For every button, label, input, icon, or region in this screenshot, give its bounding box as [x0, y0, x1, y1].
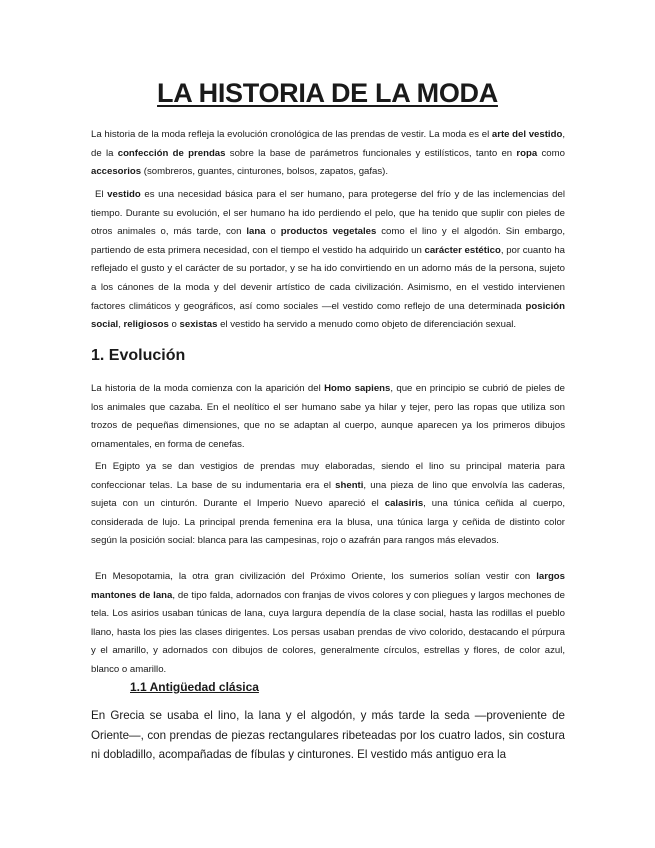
subsection-heading-antiguedad: 1.1 Antigüedad clásica [130, 680, 259, 694]
section-heading-evolucion: 1. Evolución [91, 347, 186, 364]
egipto-paragraph: En Egipto ya se dan vestigios de prendas muy elaboradas, siendo el lino su principal materia para confeccionar telas. La base de su indumentaria era el shenti, una pieza de lino que envolvía las caderas, sujeta con un cinturón. Durante el Imperio Nuevo apareció el calasiris, una túnica ceñida al cuerpo, considerada de lujo. La principal prenda femenina era la blusa, una túnica larga y ceñida de distinto color según la posición social: blanca para las campesinas, rojo o azafrán para rangos más elevados. [91, 461, 565, 547]
mesopotamia-paragraph: En Mesopotamia, la otra gran civilización del Próximo Oriente, los sumerios solían vestir con largos mantones de lana, de tipo falda, adornados con franjas de vivos colores y con pliegues y largos mechones de tela. Los asirios usaban túnicas de lana, cuya largura dependía de la clase social, hasta las rodillas el pueblo llano, hasta los pies las clases dirigentes. Los persas usaban prendas de vivo colorido, destacando el púrpura y el amarillo, y adornados con dibujos de colores, generalmente círculos, estrellas y flores, de color azul, blanco o amarillo. [91, 571, 565, 675]
page-title-text: LA HISTORIA DE LA MODA [157, 78, 498, 108]
homo-sapiens-paragraph: La historia de la moda comienza con la aparición del Homo sapiens, que en principio se cubrió de pieles de los animales que cazaba. En el neolítico el ser humano sabe ya hilar y tejer, pero las ropas que utiliza son trozos de pequeñas dimensiones, que no se adaptan al cuerpo, aunque aparecen ya los primeros dibujos ornamentales, en forma de cenefas. [91, 383, 565, 450]
page-title [0, 78, 655, 109]
grecia-paragraph: En Grecia se usaba el lino, la lana y el algodón, y más tarde la seda —proveniente de Oriente—, con prendas de piezas rectangulares ribeteadas por los cuatro lados, sin costura ni dobladillo, acompañadas de fíbulas y cinturones. El vestido más antiguo era la [91, 709, 565, 761]
intro-paragraph: La historia de la moda refleja la evolución cronológica de las prendas de vestir. La moda es el arte del vestido, de la confección de prendas sobre la base de parámetros funcionales y estilísticos, tanto en ropa como accesorios (sombreros, guantes, cinturones, bolsos, zapatos, gafas). [91, 129, 565, 178]
vestido-paragraph: El vestido es una necesidad básica para el ser humano, para protegerse del frío y de las inclemencias del tiempo. Durante su evolución, el ser humano ha ido perdiendo el pelo, que ha tenido que suplir con pieles de otros animales o, más tarde, con lana o productos vegetales como el lino y el algodón. Sin embargo, partiendo de esta primera necesidad, con el tiempo el vestido ha adquirido un carácter estético, por cuanto ha reflejado el gusto y el carácter de su portador, y se ha ido convirtiendo en un adorno más de la persona, sujeto a los cánones de la moda y del devenir artístico de cada civilización. Asimismo, en el vestido intervienen factores climáticos y geográficos, así como sociales —el vestido como reflejo de una determinada posición social, religiosos o sexistas el vestido ha servido a menudo como objeto de diferenciación sexual. [91, 189, 566, 331]
